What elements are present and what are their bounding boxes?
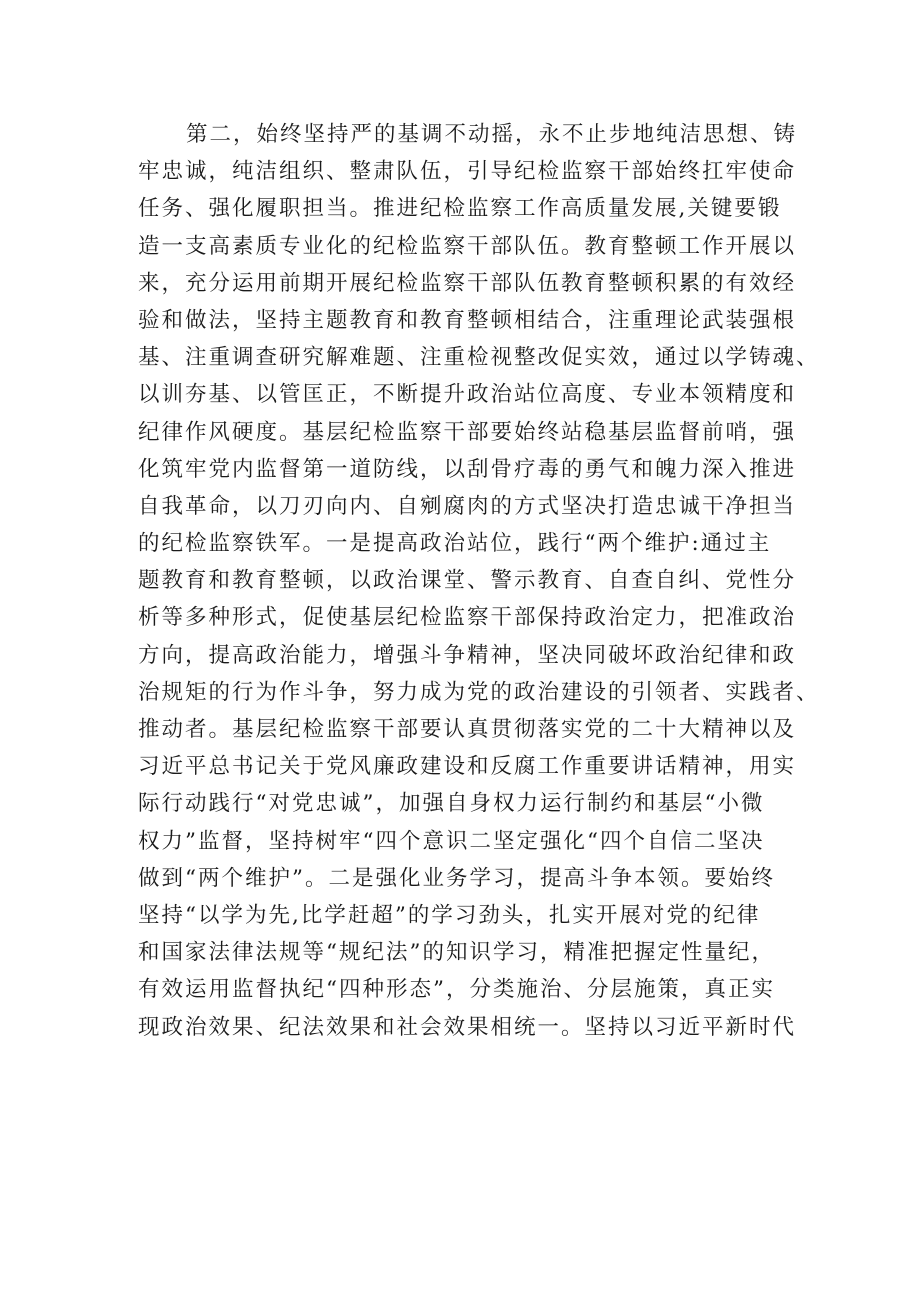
text-line: 和国家法律法规等“规纪法”的知识学习，精准把握定性量纪， — [138, 940, 775, 966]
text-line: 析等多种形式，促使基层纪检监察干部保持政治定力，把准政治 — [138, 605, 797, 631]
text-line: 现政治效果、纪法效果和社会效果相统一。坚持以习近平新时代 — [138, 1014, 797, 1040]
text-line: 化筑牢党内监督第一道防线，以刮骨疗毒的勇气和魄力深入推进 — [138, 456, 797, 482]
text-line: 做到“两个维护”。二是强化业务学习，提高斗争本领。要始终 — [138, 865, 775, 891]
text-line: 习近平总书记关于党风廉政建设和反腐工作重要讲话精神，用实 — [138, 754, 797, 780]
body-paragraph — [138, 116, 820, 1046]
text-line: 牢忠诚，纯洁组织、整肃队伍，引导纪检监察干部始终扛牢使命 — [138, 159, 797, 185]
text-line: 以训夯基、以管匡正，不断提升政治站位高度、专业本领精度和 — [138, 382, 797, 408]
text-line: 第二，始终坚持严的基调不动摇，永不止步地纯洁思想、铸 — [186, 122, 798, 147]
text-line: 验和做法，坚持主题教育和教育整顿相结合，注重理论武装强根 — [138, 307, 797, 333]
text-line: 有效运用监督执纪“四种形态”，分类施治、分层施策，真正实 — [138, 977, 775, 1003]
text-line: 际行动践行“对党忠诚”，加强自身权力运行制约和基层“小微 — [138, 791, 765, 817]
text-line: 造一支高素质专业化的纪检监察干部队伍。教育整顿工作开展以 — [138, 233, 797, 259]
text-line: 治规矩的行为作斗争，努力成为党的政治建设的引领者、实践者、 — [138, 679, 820, 705]
text-line: 题教育和教育整顿，以政治课堂、警示教育、自查自纠、党性分 — [138, 568, 797, 594]
text-line: 的纪检监察铁军。一是提高政治站位，践行“两个维护:通过主 — [138, 531, 772, 557]
text-line: 来，充分运用前期开展纪检监察干部队伍教育整顿积累的有效经 — [138, 270, 797, 296]
text-line: 权力”监督，坚持树牢“四个意识二坚定强化“四个自信二坚决 — [138, 828, 765, 854]
text-line: 任务、强化履职担当。推进纪检监察工作高质量发展,关键要锻 — [138, 196, 782, 222]
text-line: 方向，提高政治能力，增强斗争精神，坚决同破坏政治纪律和政 — [138, 642, 797, 668]
text-line: 纪律作风硬度。基层纪检监察干部要始终站稳基层监督前哨，强 — [138, 419, 797, 445]
text-line: 坚持“以学为先,比学赶超”的学习劲头，扎实开展对党的纪律 — [138, 902, 761, 928]
text-line: 自我革命，以刀刃向内、自剜腐肉的方式坚决打造忠诚干净担当 — [138, 493, 797, 519]
text-line: 推动者。基层纪检监察干部要认真贯彻落实党的二十大精神以及 — [138, 717, 797, 742]
text-line: 基、注重调查研究解难题、注重检视整改促实效，通过以学铸魂、 — [138, 345, 820, 371]
